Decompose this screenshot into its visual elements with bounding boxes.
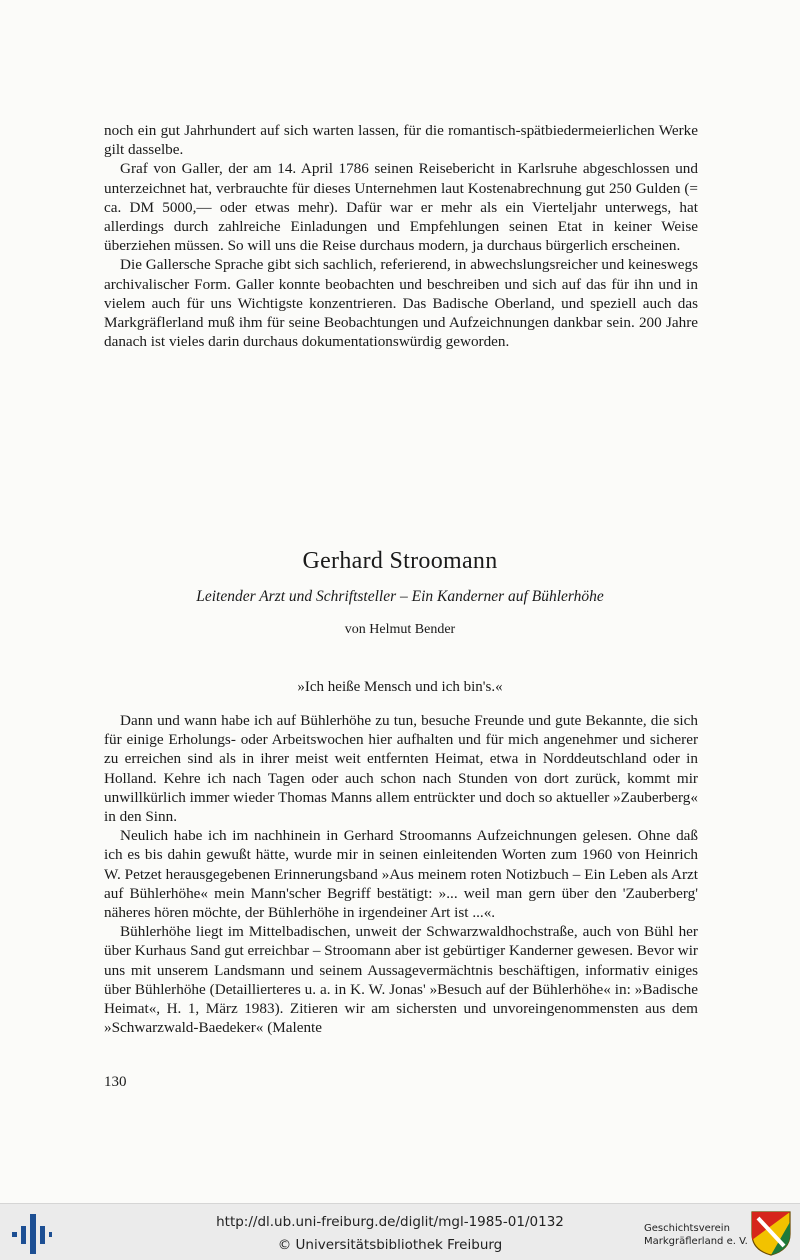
paragraph: Dann und wann habe ich auf Bühlerhöhe zu tun, besuche Freunde und gute Bekannte, die sich für einige Erholungs- oder Arbeitswochen hier aufhalten und für mich angenehmer und sicherer zu erreichen sind als in ihrer meist weit entfernten Heimat, etwa in Norddeutschland oder in Holland. Kehre ich nach Tagen oder auch schon nach Stunden von dort zurück, kommt mir unwillkürlich immer wieder Thomas Manns allem entrückter und doch so aktueller »Zauberberg« in den Sinn. bbox=[104, 712, 698, 826]
upper-text-block bbox=[104, 121, 698, 351]
article-author: von Helmut Bender bbox=[344, 622, 456, 637]
paragraph: Neulich habe ich im nachhinein in Gerhard Stroomanns Aufzeichnungen gelesen. Ohne daß ich es bis dahin gewußt hätte, wurde mir in seinen einleitenden Worten zum 1960 von Heinrich W. Petzet herausgegebenen Erinnerungsband »Aus meinem roten Notizbuch – Ein Leben als Arzt auf Bühlerhöhe« mein Mann'scher Begriff bestätigt: »... weil man gern über den 'Zauberberg' näheres hören möchte, der Bühlerhöhe in irgendeiner Art ist ...«. bbox=[104, 827, 698, 922]
coat-of-arms-icon bbox=[750, 1210, 792, 1256]
article-motto: »Ich heiße Mensch und ich bin's.« bbox=[297, 679, 503, 695]
page-number: 130 bbox=[104, 1074, 127, 1090]
viewer-footer bbox=[0, 1203, 800, 1260]
paragraph: Die Gallersche Sprache gibt sich sachlich, referierend, in abwechslungsreicher und keineswegs archivalischer Form. Galler konnte beobachten und beschreiben und sich auf das für ihn und in vielem auch für uns Wichtigste konzentrieren. Das Badische Oberland, und speziell auch das Markgräflerland muß ihm für seine Beobachtungen und Aufzeichnungen dankbar sein. 200 Jahre danach ist vieles darin durchaus dokumentationswürdig geworden. bbox=[104, 256, 698, 351]
article-body bbox=[104, 711, 698, 1037]
copyright-text: © Universitätsbibliothek Freiburg bbox=[277, 1237, 503, 1253]
article-title: Gerhard Stroomann bbox=[302, 548, 498, 574]
society-name-line1: Geschichtsverein bbox=[644, 1223, 730, 1234]
article-subtitle: Leitender Arzt und Schriftsteller – Ein Kanderner auf Bühlerhöhe bbox=[196, 588, 604, 605]
ub-freiburg-logo-icon bbox=[12, 1212, 52, 1256]
permalink-url[interactable]: http://dl.ub.uni-freiburg.de/diglit/mgl-1985-01/0132 bbox=[216, 1214, 564, 1230]
society-name bbox=[644, 1222, 748, 1248]
paragraph: Bühlerhöhe liegt im Mittelbadischen, unweit der Schwarzwaldhochstraße, auch von Bühl her über Kurhaus Sand gut erreichbar – Stroomann aber ist gebürtiger Kanderner gewesen. Bevor wir uns mit unserem Landsmann und seinem Aussagevermächtnis beschäftigen, informativ einiges über Bühlerhöhe (Detaillierteres u. a. in K. W. Jonas' »Besuch auf der Bühlerhöhe« in: »Badische Heimat«, H. 1, März 1983). Zitieren wir am sichersten und unvoreingenommensten aus dem »Schwarzwald-Baedeker« (Malente bbox=[104, 923, 698, 1037]
paragraph: noch ein gut Jahrhundert auf sich warten lassen, für die romantisch-spätbiedermeierlichen Werke gilt dasselbe. bbox=[104, 122, 698, 159]
society-name-line2: Markgräflerland e. V. bbox=[644, 1236, 748, 1247]
paragraph: Graf von Galler, der am 14. April 1786 seinen Reisebericht in Karlsruhe abgeschlossen und unterzeichnet hat, verbrauchte für dieses Unternehmen laut Kostenabrechnung gut 250 Gulden (= ca. DM 5000,— oder etwas mehr). Dafür war er mehr als ein Vierteljahr unterwegs, hat allerdings durch zahlreiche Einladungen und Empfehlungen seinen Etat in keiner Weise überziehen müssen. So will uns die Reise durchaus modern, ja durchaus bürgerlich erscheinen. bbox=[104, 160, 698, 255]
